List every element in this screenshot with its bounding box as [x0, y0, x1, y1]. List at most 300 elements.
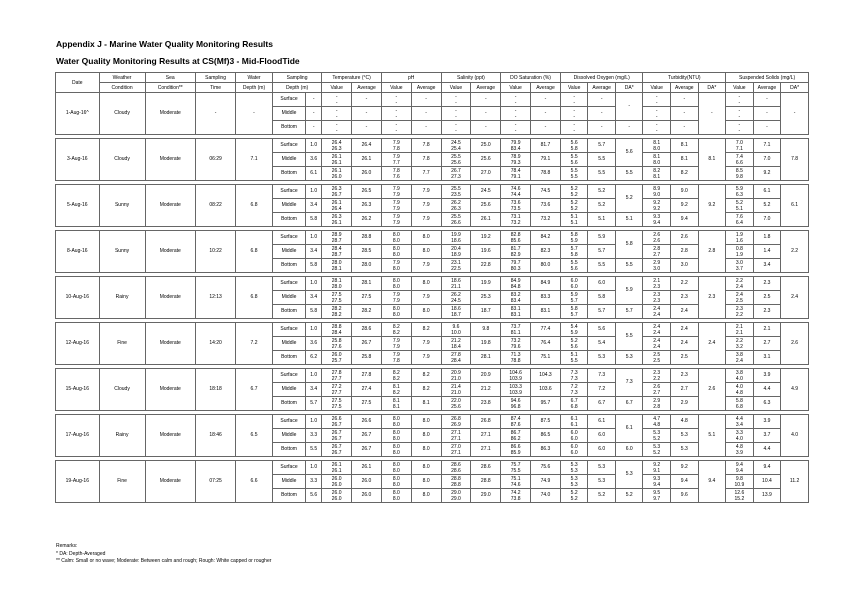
- reading-value: 87.6: [510, 421, 521, 428]
- ph-average: -: [411, 93, 441, 107]
- dissolved-oxygen-bottom-da: 5.7: [615, 305, 643, 319]
- reading-value: 28.6: [451, 467, 461, 474]
- temperature-average: -: [352, 107, 382, 121]
- temperature-average: 26.0: [352, 167, 382, 181]
- reading-value: 26.2: [451, 291, 461, 298]
- ph-average: 8.1: [411, 397, 441, 411]
- dissolved-oxygen-average: 5.8: [588, 291, 616, 305]
- reading-value: -: [573, 113, 575, 120]
- temperature-average: 27.5: [352, 397, 382, 411]
- dissolved-oxygen-bottom-da: 5.1: [615, 213, 643, 227]
- depth-level-cell: Surface: [272, 461, 305, 475]
- reading-value: 5.7: [570, 297, 578, 304]
- reading-value: 24.5: [451, 139, 461, 146]
- reading-value: 2.9: [653, 397, 661, 404]
- header-value: Value: [726, 83, 754, 93]
- depth-level-cell: Middle: [272, 337, 305, 351]
- reading-value: 7.9: [392, 337, 400, 344]
- remarks-line: ** Calm: Small or no wave; Moderate: Between calm and rough; Rough: White capped or rougher: [56, 558, 272, 564]
- reading-value: 28.8: [451, 481, 461, 488]
- suspended-solids-values: [726, 153, 754, 167]
- temperature-values: [322, 383, 352, 397]
- do-saturation-values: [501, 153, 531, 167]
- do-saturation-average: 86.5: [531, 429, 561, 443]
- ph-average: 7.9: [411, 259, 441, 273]
- reading-value: 23.1: [451, 259, 461, 266]
- reading-value: 7.9: [392, 297, 400, 304]
- reading-value: 3.0: [735, 259, 743, 266]
- reading-value: 27.5: [331, 297, 342, 304]
- dissolved-oxygen-average: 5.3: [588, 475, 616, 489]
- ph-values: [381, 351, 411, 365]
- reading-value: 7.9: [392, 199, 400, 206]
- reading-value: 8.1: [392, 403, 400, 410]
- depth-m-cell: 3.4: [306, 199, 322, 213]
- reading-value: 8.0: [392, 305, 400, 312]
- depth-level-cell: Surface: [272, 277, 305, 291]
- suspended-solids-average: 9.2: [753, 167, 781, 181]
- reading-value: 82.9: [510, 251, 521, 258]
- table-row: [56, 185, 809, 199]
- reading-value: 18.7: [451, 311, 461, 318]
- temperature-values: [322, 153, 352, 167]
- reading-value: 8.0: [392, 231, 400, 238]
- reading-value: 73.7: [510, 323, 521, 330]
- reading-value: 5.1: [570, 219, 578, 226]
- table-row: [56, 323, 809, 337]
- turbidity-average: 8.2: [671, 167, 699, 181]
- suspended-solids-values: [726, 93, 754, 107]
- reading-value: -: [455, 127, 457, 134]
- reading-value: 96.8: [510, 403, 521, 410]
- reading-value: 9.7: [653, 495, 661, 502]
- sea-cell: Moderate: [145, 369, 195, 411]
- do-saturation-values: [501, 461, 531, 475]
- header-sampling-depth: Sampling: [272, 73, 321, 83]
- header-value: Value: [381, 83, 411, 93]
- dissolved-oxygen-average: 6.1: [588, 415, 616, 429]
- reading-value: 20.4: [451, 245, 461, 252]
- reading-value: 82.8: [510, 231, 521, 238]
- reading-value: 26.4: [331, 205, 342, 212]
- depth-m-cell: 1.0: [306, 323, 322, 337]
- turbidity-values: [643, 461, 671, 475]
- depth-m-cell: 5.6: [306, 489, 322, 503]
- turbidity-average: 2.4: [671, 305, 699, 319]
- reading-value: 7.9: [392, 343, 400, 350]
- reading-value: 5.2: [735, 199, 743, 206]
- date-cell: 12-Aug-16: [56, 323, 100, 365]
- dissolved-oxygen-average: 5.7: [588, 139, 616, 153]
- header-temperature: Temperature (°C): [322, 73, 382, 83]
- header-average: Average: [588, 83, 616, 93]
- suspended-solids-values: [726, 429, 754, 443]
- page-title: Appendix J - Marine Water Quality Monitoring Results: [56, 39, 273, 49]
- reading-value: 18.6: [451, 237, 461, 244]
- salinity-values: [441, 337, 471, 351]
- reading-value: 26.8: [451, 415, 461, 422]
- reading-value: 7.3: [570, 369, 578, 376]
- reading-value: 7.8: [392, 145, 400, 152]
- reading-value: 27.5: [331, 291, 342, 298]
- turbidity-average: 9.2: [671, 461, 699, 475]
- reading-value: 9.4: [735, 461, 743, 468]
- weather-cell: Fine: [99, 461, 145, 503]
- weather-cell: Sunny: [99, 185, 145, 227]
- depth-m-cell: -: [306, 107, 322, 121]
- reading-value: 5.8: [570, 251, 578, 258]
- do-saturation-average: 75.6: [531, 461, 561, 475]
- reading-value: 86.2: [510, 435, 521, 442]
- ph-values: [381, 199, 411, 213]
- temperature-values: [322, 291, 352, 305]
- ph-average: 8.2: [411, 369, 441, 383]
- salinity-values: [441, 153, 471, 167]
- suspended-solids-da: 11.2: [781, 461, 809, 503]
- salinity-average: 21.2: [471, 383, 501, 397]
- reading-value: 28.4: [451, 357, 461, 364]
- turbidity-values: [643, 337, 671, 351]
- do-saturation-values: [501, 323, 531, 337]
- salinity-average: 26.8: [471, 415, 501, 429]
- reading-value: 103.9: [509, 375, 522, 382]
- water-depth-cell: 6.8: [236, 277, 273, 319]
- do-saturation-values: [501, 259, 531, 273]
- reading-value: 26.1: [331, 461, 342, 468]
- header-average: Average: [411, 83, 441, 93]
- temperature-values: [322, 199, 352, 213]
- turbidity-values: [643, 107, 671, 121]
- ph-average: 7.9: [411, 351, 441, 365]
- suspended-solids-da: 4.9: [781, 369, 809, 411]
- reading-value: 2.2: [735, 277, 743, 284]
- ph-values: [381, 475, 411, 489]
- reading-value: 18.9: [451, 251, 461, 258]
- suspended-solids-values: [726, 245, 754, 259]
- reading-value: -: [335, 93, 338, 100]
- time-cell: -: [196, 93, 236, 135]
- temperature-values: [322, 107, 352, 121]
- suspended-solids-da: 2.4: [781, 277, 809, 319]
- salinity-values: [441, 185, 471, 199]
- dissolved-oxygen-da: 6.1: [615, 415, 643, 443]
- reading-value: 27.7: [331, 375, 342, 382]
- reading-value: 18.4: [451, 343, 461, 350]
- reading-value: 5.9: [570, 291, 578, 298]
- reading-value: -: [514, 93, 517, 100]
- salinity-values: [441, 213, 471, 227]
- reading-value: 6.1: [570, 421, 578, 428]
- salinity-values: [441, 291, 471, 305]
- dissolved-oxygen-values: [560, 139, 588, 153]
- reading-value: 21.2: [451, 337, 461, 344]
- reading-value: 6.8: [570, 403, 578, 410]
- dissolved-oxygen-average: 7.3: [588, 369, 616, 383]
- turbidity-average: 8.1: [671, 153, 699, 167]
- reading-value: 6.0: [570, 283, 578, 290]
- depth-m-cell: 5.5: [306, 443, 322, 457]
- header-average: Average: [753, 83, 781, 93]
- depth-m-cell: 3.4: [306, 383, 322, 397]
- salinity-average: 25.3: [471, 291, 501, 305]
- temperature-values: [322, 231, 352, 245]
- do-saturation-average: 83.3: [531, 291, 561, 305]
- time-cell: 14:20: [196, 323, 236, 365]
- reading-value: 7.9: [392, 205, 400, 212]
- ph-values: [381, 323, 411, 337]
- reading-value: 8.0: [392, 461, 400, 468]
- reading-value: 2.3: [653, 297, 661, 304]
- reading-value: 2.5: [735, 297, 743, 304]
- reading-value: 73.8: [510, 495, 521, 502]
- ph-values: [381, 259, 411, 273]
- reading-value: 7.9: [392, 153, 400, 160]
- dissolved-oxygen-da: 5.6: [615, 139, 643, 167]
- temperature-values: [322, 259, 352, 273]
- reading-value: 8.5: [735, 167, 743, 174]
- turbidity-da: 9.4: [698, 461, 726, 503]
- reading-value: -: [335, 107, 338, 114]
- reading-value: 25.5: [451, 153, 461, 160]
- reading-value: 86.7: [510, 429, 521, 436]
- reading-value: 78.4: [510, 167, 521, 174]
- depth-m-cell: 3.4: [306, 291, 322, 305]
- reading-value: -: [655, 113, 658, 120]
- salinity-values: [441, 461, 471, 475]
- depth-level-cell: Middle: [272, 245, 305, 259]
- do-saturation-average: 103.6: [531, 383, 561, 397]
- reading-value: 9.2: [653, 461, 661, 468]
- header-salinity: Salinity (ppt): [441, 73, 501, 83]
- temperature-values: [322, 185, 352, 199]
- header-value: Value: [643, 83, 671, 93]
- temperature-average: 26.2: [352, 213, 382, 227]
- turbidity-values: [643, 475, 671, 489]
- reading-value: 25.6: [451, 159, 461, 166]
- header-da: DA*: [698, 83, 726, 93]
- suspended-solids-values: [726, 199, 754, 213]
- temperature-average: 28.5: [352, 245, 382, 259]
- do-saturation-average: 81.7: [531, 139, 561, 153]
- reading-value: 94.6: [510, 397, 521, 404]
- do-saturation-average: 84.2: [531, 231, 561, 245]
- dissolved-oxygen-values: [560, 415, 588, 429]
- table-row: [56, 415, 809, 429]
- turbidity-average: 8.1: [671, 139, 699, 153]
- reading-value: 8.0: [653, 159, 661, 166]
- header-suspended-solids: Suspended Solids (mg/L): [726, 73, 809, 83]
- reading-value: 2.4: [653, 343, 661, 350]
- reading-value: -: [455, 107, 457, 114]
- dissolved-oxygen-values: [560, 121, 588, 135]
- do-saturation-values: [501, 369, 531, 383]
- ph-average: 7.8: [411, 139, 441, 153]
- temperature-average: 25.8: [352, 351, 382, 365]
- turbidity-values: [643, 213, 671, 227]
- reading-value: 7.9: [392, 219, 400, 226]
- reading-value: 75.7: [510, 461, 521, 468]
- reading-value: 103.3: [509, 383, 522, 390]
- reading-value: 2.4: [735, 357, 743, 364]
- reading-value: 4.8: [653, 421, 661, 428]
- suspended-solids-average: 5.2: [753, 199, 781, 213]
- reading-value: 26.7: [331, 435, 342, 442]
- reading-value: 5.9: [570, 329, 578, 336]
- reading-value: 2.6: [653, 237, 661, 244]
- salinity-values: [441, 93, 471, 107]
- do-saturation-values: [501, 213, 531, 227]
- reading-value: -: [395, 121, 398, 128]
- temperature-average: 26.4: [352, 139, 382, 153]
- salinity-values: [441, 139, 471, 153]
- suspended-solids-values: [726, 231, 754, 245]
- turbidity-da: 2.3: [698, 277, 726, 319]
- ph-average: 7.9: [411, 199, 441, 213]
- salinity-average: 19.6: [471, 245, 501, 259]
- reading-value: -: [455, 93, 457, 100]
- reading-value: 8.2: [392, 369, 400, 376]
- reading-value: 2.8: [653, 245, 661, 252]
- do-saturation-average: 86.3: [531, 443, 561, 457]
- turbidity-average: 2.2: [671, 277, 699, 291]
- reading-value: 103.9: [509, 389, 522, 396]
- reading-value: 80.3: [510, 265, 521, 272]
- turbidity-average: 2.3: [671, 291, 699, 305]
- ph-average: 8.0: [411, 245, 441, 259]
- reading-value: 26.0: [331, 495, 342, 502]
- reading-value: 5.2: [570, 185, 578, 192]
- reading-value: 2.3: [653, 369, 661, 376]
- dissolved-oxygen-da: 5.2: [615, 185, 643, 213]
- reading-value: 18.6: [451, 305, 461, 312]
- reading-value: 78.8: [510, 357, 521, 364]
- reading-value: 79.6: [510, 343, 521, 350]
- reading-value: 6.7: [570, 397, 578, 404]
- depth-m-cell: -: [306, 121, 322, 135]
- ph-average: 8.2: [411, 383, 441, 397]
- reading-value: 21.0: [451, 389, 461, 396]
- dissolved-oxygen-average: 5.9: [588, 231, 616, 245]
- turbidity-average: -: [671, 107, 699, 121]
- reading-value: 5.7: [570, 311, 578, 318]
- reading-value: 4.7: [653, 415, 661, 422]
- turbidity-average: 5.3: [671, 429, 699, 443]
- ph-values: [381, 337, 411, 351]
- weather-cell: Rainy: [99, 277, 145, 319]
- temperature-average: 28.2: [352, 305, 382, 319]
- do-saturation-values: [501, 489, 531, 503]
- turbidity-average: 9.2: [671, 199, 699, 213]
- reading-value: 5.8: [570, 305, 578, 312]
- dissolved-oxygen-values: [560, 397, 588, 411]
- turbidity-values: [643, 489, 671, 503]
- reading-value: 83.1: [510, 305, 521, 312]
- dissolved-oxygen-bottom-da: 5.3: [615, 351, 643, 365]
- header-value: Value: [501, 83, 531, 93]
- depth-level-cell: Middle: [272, 199, 305, 213]
- salinity-values: [441, 121, 471, 135]
- dissolved-oxygen-values: [560, 475, 588, 489]
- dissolved-oxygen-bottom-da: 5.2: [615, 489, 643, 503]
- suspended-solids-average: 7.1: [753, 139, 781, 153]
- depth-level-cell: Surface: [272, 231, 305, 245]
- turbidity-average: 2.9: [671, 397, 699, 411]
- reading-value: 7.7: [392, 159, 400, 166]
- do-saturation-values: [501, 337, 531, 351]
- do-saturation-average: 87.5: [531, 415, 561, 429]
- ph-average: 8.0: [411, 461, 441, 475]
- salinity-average: 27.1: [471, 429, 501, 443]
- reading-value: 83.2: [510, 291, 521, 298]
- salinity-average: 18.7: [471, 305, 501, 319]
- dissolved-oxygen-bottom-da: 5.5: [615, 259, 643, 273]
- water-depth-cell: 6.7: [236, 369, 273, 411]
- do-saturation-average: 95.7: [531, 397, 561, 411]
- do-saturation-values: [501, 231, 531, 245]
- depth-m-cell: 1.0: [306, 369, 322, 383]
- salinity-values: [441, 231, 471, 245]
- ph-average: 7.9: [411, 185, 441, 199]
- turbidity-da: 9.2: [698, 185, 726, 227]
- suspended-solids-da: -: [781, 93, 809, 135]
- reading-value: 85.9: [510, 449, 521, 456]
- reading-value: 73.1: [510, 213, 521, 220]
- suspended-solids-values: [726, 259, 754, 273]
- depth-level-cell: Surface: [272, 93, 305, 107]
- temperature-values: [322, 461, 352, 475]
- reading-value: -: [514, 107, 517, 114]
- temperature-average: 26.7: [352, 429, 382, 443]
- salinity-values: [441, 305, 471, 319]
- do-saturation-average: -: [531, 121, 561, 135]
- reading-value: 7.9: [392, 259, 400, 266]
- reading-value: 1.9: [735, 231, 743, 238]
- dissolved-oxygen-average: 7.2: [588, 383, 616, 397]
- do-saturation-average: -: [531, 107, 561, 121]
- reading-value: 26.1: [331, 167, 342, 174]
- dissolved-oxygen-average: 5.3: [588, 351, 616, 365]
- reading-value: 73.2: [510, 337, 521, 344]
- turbidity-average: 2.5: [671, 351, 699, 365]
- suspended-solids-average: 6.3: [753, 397, 781, 411]
- depth-m-cell: 3.3: [306, 429, 322, 443]
- table-row: [56, 277, 809, 291]
- reading-value: 6.4: [735, 219, 743, 226]
- reading-value: 7.6: [392, 173, 400, 180]
- reading-value: 28.4: [331, 329, 342, 336]
- dissolved-oxygen-values: [560, 231, 588, 245]
- dissolved-oxygen-average: 5.1: [588, 213, 616, 227]
- reading-value: 2.4: [653, 311, 661, 318]
- reading-value: 26.3: [451, 205, 461, 212]
- turbidity-average: -: [671, 93, 699, 107]
- reading-value: 2.1: [653, 277, 661, 284]
- suspended-solids-average: 10.4: [753, 475, 781, 489]
- reading-value: 85.6: [510, 237, 521, 244]
- turbidity-values: [643, 443, 671, 457]
- ph-average: 8.0: [411, 429, 441, 443]
- time-cell: 18:46: [196, 415, 236, 457]
- reading-value: 2.9: [653, 259, 661, 266]
- suspended-solids-average: 2.7: [753, 337, 781, 351]
- reading-value: 5.5: [570, 357, 578, 364]
- dissolved-oxygen-bottom-da: 6.0: [615, 443, 643, 457]
- salinity-values: [441, 397, 471, 411]
- water-depth-cell: 6.6: [236, 461, 273, 503]
- time-cell: 10:22: [196, 231, 236, 273]
- reading-value: 2.4: [653, 305, 661, 312]
- depth-level-cell: Bottom: [272, 259, 305, 273]
